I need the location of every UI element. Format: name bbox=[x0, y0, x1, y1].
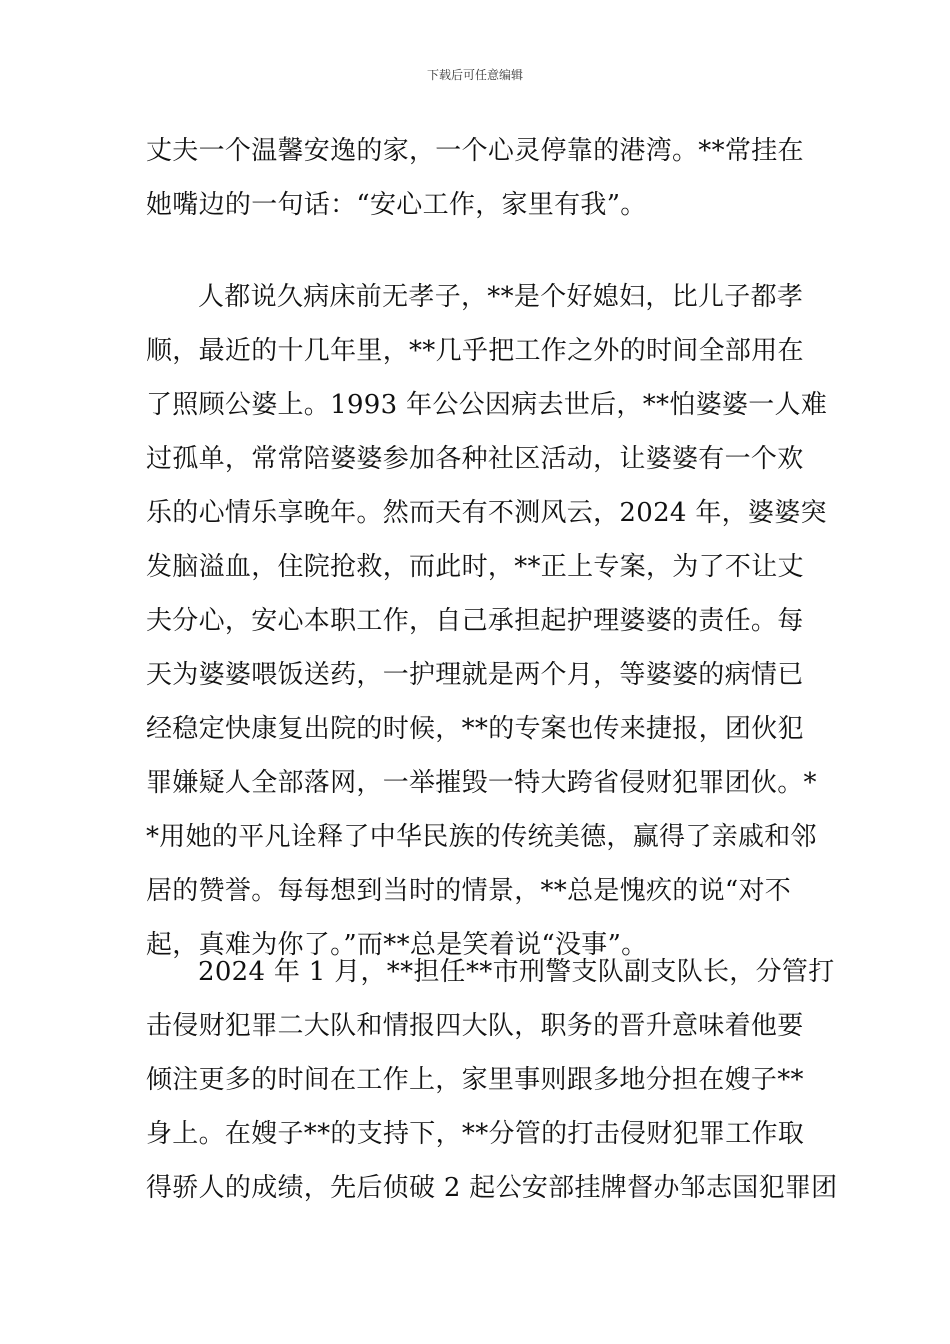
text-line: 2024 年 1 月，**担任**市刑警支队副支队长，分管打 bbox=[198, 957, 835, 987]
text-line: 天为婆婆喂饭送药，一护理就是两个月，等婆婆的病情已 bbox=[146, 660, 804, 690]
paragraph-1 bbox=[146, 124, 814, 232]
text-line: 发脑溢血，住院抢救，而此时，**正上专案，为了不让丈 bbox=[146, 552, 804, 582]
text-line: 人都说久病床前无孝子，**是个好媳妇，比儿子都孝 bbox=[198, 282, 804, 312]
text-line: 顺，最近的十几年里，**几乎把工作之外的时间全部用在 bbox=[146, 336, 804, 366]
text-line: *用她的平凡诠释了中华民族的传统美德，赢得了亲戚和邻 bbox=[146, 822, 817, 852]
text-line: 乐的心情乐享晚年。然而天有不测风云，2024 年，婆婆突 bbox=[146, 498, 827, 528]
text-line: 过孤单，常常陪婆婆参加各种社区活动，让婆婆有一个欢 bbox=[146, 444, 804, 474]
text-line: 击侵财犯罪二大队和情报四大队，职务的晋升意味着他要 bbox=[146, 1011, 804, 1041]
text-line: 丈夫一个温馨安逸的家，一个心灵停靠的港湾。**常挂在 bbox=[146, 136, 804, 166]
text-line: 经稳定快康复出院的时候，**的专案也传来捷报，团伙犯 bbox=[146, 714, 804, 744]
text-line: 得骄人的成绩，先后侦破 2 起公安部挂牌督办邹志国犯罪团 bbox=[146, 1173, 838, 1203]
text-line: 夫分心，安心本职工作，自己承担起护理婆婆的责任。每 bbox=[146, 606, 804, 636]
text-line: 罪嫌疑人全部落网，一举摧毁一特大跨省侵财犯罪团伙。* bbox=[146, 768, 817, 798]
text-line: 她嘴边的一句话：“安心工作，家里有我”。 bbox=[146, 190, 647, 220]
text-line: 起，真难为你了。”而**总是笑着说“没事”。 bbox=[146, 930, 648, 960]
text-line: 倾注更多的时间在工作上，家里事则跟多地分担在嫂子** bbox=[146, 1065, 804, 1095]
paragraph-3 bbox=[146, 945, 838, 1215]
text-line: 居的赞誉。每每想到当时的情景，**总是愧疚的说“对不 bbox=[146, 876, 792, 906]
page-header: 下载后可任意编辑 bbox=[426, 68, 523, 82]
text-line: 了照顾公婆上。1993 年公公因病去世后，**怕婆婆一人难 bbox=[146, 390, 828, 420]
paragraph-2 bbox=[146, 270, 828, 972]
text-line: 身上。在嫂子**的支持下，**分管的打击侵财犯罪工作取 bbox=[146, 1119, 805, 1149]
